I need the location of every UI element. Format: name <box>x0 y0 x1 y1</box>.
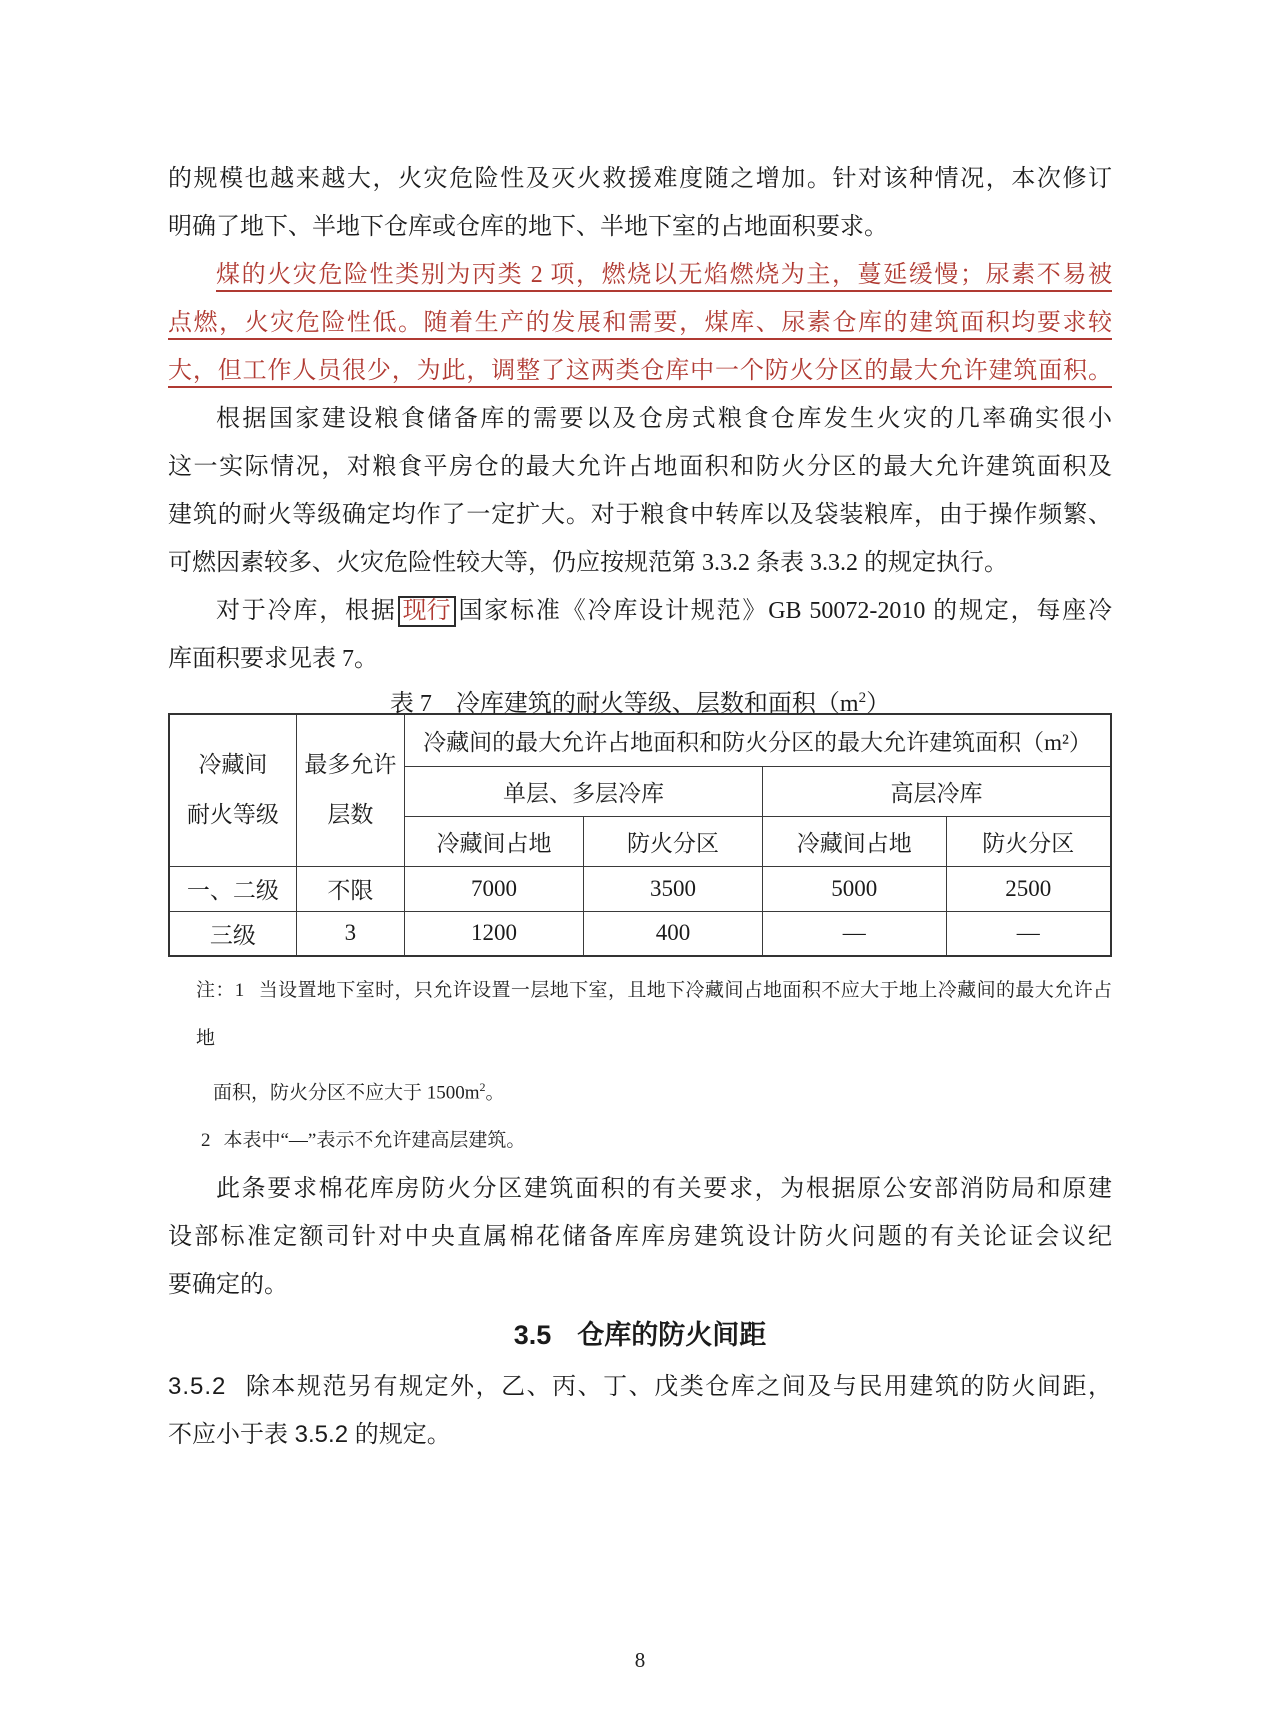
note-text: 当设置地下室时，只允许设置一层地下室，且地下冷藏间占地面积不应大于地上冷藏间的最大允许占地 <box>196 980 1112 1049</box>
section-number: 3.5 <box>513 1320 552 1351</box>
header-text: 最多允许 <box>304 752 397 778</box>
body-line: 设部标准定额司针对中央直属棉花储备库库房建筑设计防火问题的有关论证会议纪 <box>168 1224 1112 1251</box>
header-cell-span-title: 冷藏间的最大允许占地面积和防火分区的最大允许建筑面积（m²） <box>404 714 1111 766</box>
body-line: 建筑的耐火等级确定均作了一定扩大。对于粮食中转库以及袋装粮库，由于操作频繁、 <box>168 502 1112 528</box>
note-line <box>196 1063 1112 1117</box>
table7 <box>168 713 1112 957</box>
table7-notes <box>168 967 1112 1165</box>
caption-superscript: 2 <box>858 690 867 706</box>
cell-fire-rating: 三级 <box>169 911 296 956</box>
cell-value: 3500 <box>583 866 762 911</box>
header-cell-fire-rating <box>169 714 296 866</box>
cell-value: — <box>762 911 946 956</box>
body-line: 的规模也越来越大，火灾危险性及灭火救援难度随之增加。针对该种情况，本次修订 <box>168 166 1112 192</box>
body-line: 库面积要求见表 7。 <box>168 646 378 672</box>
cell-max-floors: 3 <box>296 911 404 956</box>
body-line: 此条要求棉花库房防火分区建筑面积的有关要求，为根据原公安部消防局和原建 <box>216 1176 1112 1203</box>
header-cell-sub: 防火分区 <box>583 816 762 866</box>
boxed-revision-term: 现行 <box>398 596 456 627</box>
clause-line: 不应小于表 3.5.2 的规定。 <box>168 1421 451 1449</box>
revision-line: 大，但工作人员很少，为此，调整了这两类仓库中一个防火分区的最大允许建筑面积。 <box>168 358 1112 384</box>
table-row <box>169 911 1111 956</box>
section-heading <box>168 1313 1112 1357</box>
clause-line <box>168 1363 1112 1411</box>
note-superscript: 2 <box>479 1080 486 1094</box>
cell-value: 1200 <box>404 911 583 956</box>
header-cell-group-lowrise: 单层、多层冷库 <box>404 766 762 816</box>
note-label: 注：1 <box>196 980 245 1001</box>
note-text: 。 <box>485 1082 505 1104</box>
caption-text: 表 7 冷库建筑的耐火等级、层数和面积（m <box>389 691 859 717</box>
table7-caption <box>168 683 1112 717</box>
header-cell-sub: 冷藏间占地 <box>762 816 946 866</box>
cell-value: 5000 <box>762 866 946 911</box>
caption-text: ） <box>866 691 891 717</box>
revision-line: 点燃，火灾危险性低。随着生产的发展和需要，煤库、尿素仓库的建筑面积均要求较 <box>168 310 1112 336</box>
cell-value: — <box>946 911 1111 956</box>
body-line <box>168 587 1112 635</box>
header-cell-max-floors <box>296 714 404 866</box>
note-text: 本表中“—”表示不允许建高层建筑。 <box>223 1130 526 1152</box>
section-title: 仓库的防火间距 <box>577 1320 767 1351</box>
body-text: 国家标准《冷库设计规范》GB 50072-2010 的规定，每座冷 <box>456 598 1112 624</box>
header-cell-group-highrise: 高层冷库 <box>762 766 1111 816</box>
table-row <box>169 866 1111 911</box>
cell-value: 7000 <box>404 866 583 911</box>
note-line <box>196 1117 1112 1165</box>
clause-number: 3.5.2 <box>168 1373 227 1401</box>
body-text: 对于冷库，根据 <box>216 598 397 624</box>
cell-value: 400 <box>583 911 762 956</box>
header-text: 层数 <box>327 802 374 828</box>
revision-line: 煤的火灾危险性类别为丙类 2 项，燃烧以无焰燃烧为主，蔓延缓慢；尿素不易被 <box>216 262 1112 288</box>
header-cell-sub: 防火分区 <box>946 816 1111 866</box>
clause-text: 除本规范另有规定外，乙、丙、丁、戊类仓库之间及与民用建筑的防火间距， <box>244 1373 1112 1401</box>
cell-value: 2500 <box>946 866 1111 911</box>
page-number: 8 <box>634 1648 646 1672</box>
body-line: 明确了地下、半地下仓库或仓库的地下、半地下室的占地面积要求。 <box>168 214 888 240</box>
page-content <box>168 0 1112 1459</box>
cell-fire-rating: 一、二级 <box>169 866 296 911</box>
body-line: 根据国家建设粮食储备库的需要以及仓房式粮食仓库发生火灾的几率确实很小 <box>216 406 1112 432</box>
body-line: 要确定的。 <box>168 1272 288 1299</box>
header-cell-sub: 冷藏间占地 <box>404 816 583 866</box>
body-line: 这一实际情况，对粮食平房仓的最大允许占地面积和防火分区的最大允许建筑面积及 <box>168 454 1112 480</box>
note-line <box>196 967 1112 1063</box>
note-number: 2 <box>201 1130 211 1152</box>
note-text: 面积，防火分区不应大于 1500m <box>213 1082 480 1104</box>
body-line: 可燃因素较多、火灾危险性较大等，仍应按规范第 3.3.2 条表 3.3.2 的规定执行。 <box>168 550 1008 576</box>
header-text: 耐火等级 <box>186 802 279 828</box>
header-text: 冷藏间 <box>198 752 268 778</box>
cell-max-floors: 不限 <box>296 866 404 911</box>
